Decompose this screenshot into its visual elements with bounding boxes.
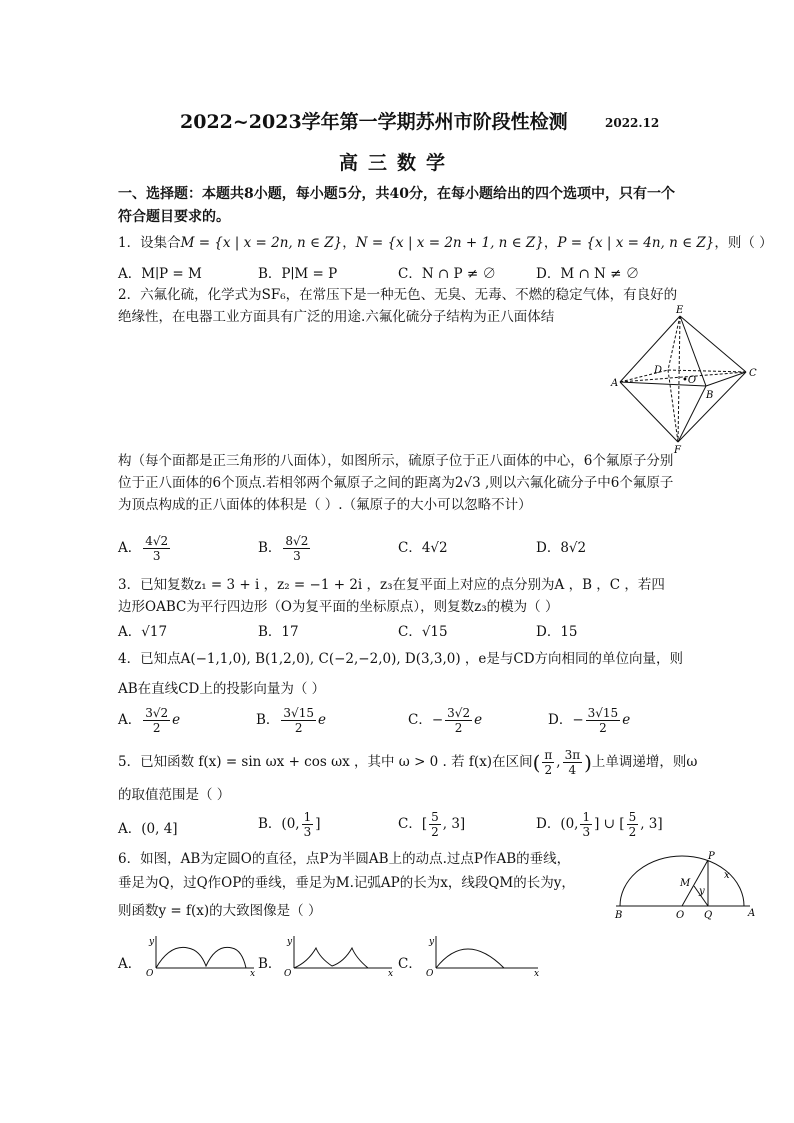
q6-graph-c [422, 932, 542, 978]
q3-option-a[interactable]: A．√17 [118, 624, 168, 640]
q2-option-d[interactable]: D．8√2 [536, 540, 587, 556]
subject-title: 高三数学 [338, 152, 455, 174]
q4-option-b[interactable]: B． $\frac{3√15}{2}$ e [256, 706, 326, 735]
q4-stem-part2: AB在直线CD上的投影向量为（ ） [118, 681, 326, 697]
q6-option-a[interactable]: A． [118, 956, 142, 972]
q5-option-d[interactable]: D．(0, $\frac{1}{3}$ ] ∪ [ $\frac{5}{2}$ , 3] [536, 810, 663, 839]
q2-option-a[interactable]: A． $\frac{4√2}{3}$ [118, 534, 169, 563]
label-a: A [611, 378, 619, 389]
q6-option-b[interactable]: B． [258, 956, 282, 972]
q6-stem-part3: 则函数y = f(x)的大致图像是（ ） [118, 903, 322, 919]
fig-label-y: y [699, 886, 705, 897]
q5-options [118, 808, 678, 844]
q1-options [118, 262, 678, 282]
page-title: 2022~2023学年第一学期苏州市阶段性检测 [180, 111, 568, 133]
q6-option-c[interactable]: C． [398, 956, 422, 972]
label-c: C [749, 368, 757, 379]
fig-label-q: Q [704, 910, 713, 920]
fig-label-m: M [680, 878, 691, 889]
q6-graph-a [142, 932, 258, 978]
set-n: N = {x | x = 2n + 1, n ∈ Z} [355, 235, 544, 251]
octahedron-figure [610, 302, 760, 454]
label-d: D [654, 365, 663, 376]
q3-option-d[interactable]: D．15 [536, 624, 578, 640]
svg-text:O: O [284, 969, 292, 978]
label-o: •O [682, 375, 697, 386]
q6-stem-part2: 垂足为Q，过Q作OP的垂线，垂足为M.记弧AP的长为x，线段QM的长为y， [118, 875, 575, 891]
fig-label-p: P [708, 851, 715, 862]
svg-text:O: O [426, 969, 434, 978]
q6-graph-b [280, 932, 396, 978]
q4-options [118, 702, 678, 738]
q2-option-b[interactable]: B． $\frac{8√2}{3}$ [258, 534, 309, 563]
semicircle-figure [612, 848, 762, 920]
fig-label-o: O [676, 910, 685, 920]
q3-option-b[interactable]: B．17 [258, 624, 299, 640]
svg-text:O: O [146, 969, 154, 978]
q4-option-d[interactable]: D．− $\frac{3√15}{2}$ e [548, 706, 631, 735]
svg-text:y: y [287, 937, 293, 947]
set-m: M = {x | x = 2n, n ∈ Z} [180, 235, 343, 251]
q2-options [118, 528, 678, 564]
q5-stem-part1: 5．已知函数 f(x) = sin ωx + cos ωx ，其中 ω > 0 . 若 f(x)在区间( $\frac{\pi}{2}$ , $\frac{3\pi}{4}$ )上单调递增，则ω [118, 748, 698, 777]
q6-stem-part1: 6．如图，AB为定圆O的直径，点P为半圆AB上的动点.过点P作AB的垂线， [118, 851, 571, 867]
section-heading: 一、选择题：本题共8小题，每小题5分，共40分，在每小题给出的四个选项中，只有一个符合题目要求的。 [118, 186, 675, 225]
set-p: P = {x | x = 4n, n ∈ Z} [557, 235, 715, 251]
svg-text:y: y [429, 937, 435, 947]
q5-option-a[interactable]: A．(0, 4] [118, 821, 178, 837]
q4-option-a[interactable]: A． $\frac{3√2}{2}$ e [118, 706, 181, 735]
label-f: F [674, 445, 681, 454]
svg-text:x: x [388, 969, 394, 978]
fig-label-b: B [615, 910, 623, 920]
exam-date: 2022.12 [605, 116, 660, 130]
q1-option-d[interactable]: D．M ∩ N ≠ ∅ [536, 266, 640, 282]
q4-stem-part1: 4．已知点A(−1,1,0), B(1,2,0), C(−2,−2,0), D(3,3,0) ，e是与CD方向相同的单位向量，则 [118, 651, 684, 667]
label-b: B [706, 390, 714, 401]
q2-stem-part1: 2．六氟化硫，化学式为SF₆，在常压下是一种无色、无臭、无毒、不燃的稳定气体，有良好的绝缘性，在电器工业方面具有广泛的用途.六氟化硫分子结构为正八面体结 [118, 287, 678, 325]
q5-stem-part2: 的取值范围是（ ） [118, 787, 231, 803]
q4-option-c[interactable]: C．− $\frac{3√2}{2}$ e [408, 706, 483, 735]
svg-text:x: x [534, 969, 540, 978]
fig-label-x: x [724, 870, 730, 881]
svg-text:x: x [250, 969, 256, 978]
q1-option-b[interactable]: B．P∣M = P [258, 266, 338, 282]
svg-text:y: y [149, 937, 155, 947]
q3-option-c[interactable]: C．√15 [398, 624, 448, 640]
q3-stem: 3．已知复数z₁ = 3 + i ，z₂ = −1 + 2i ，z₃在复平面上对应的点分别为A ，B ，C ，若四边形OABC为平行四边形（O为复平面的坐标原点），则复数z₃的模为（ ） [118, 577, 665, 615]
q1-option-a[interactable]: A．M∣P = M [118, 266, 202, 282]
q2-option-c[interactable]: C．4√2 [398, 540, 448, 556]
q1-option-c[interactable]: C．N ∩ P ≠ ∅ [398, 266, 497, 282]
q1-stem: 1．设集合M = {x | x = 2n, n ∈ Z}，N = {x | x = 2n + 1, n ∈ Z}，P = {x | x = 4n, n ∈ Z}，则（ ） [118, 235, 773, 251]
q5-option-c[interactable]: C．[ $\frac{5}{2}$ , 3] [398, 810, 466, 839]
label-e: E [676, 305, 684, 316]
q2-stem-part2: 构（每个面都是正三角形的八面体），如图所示，硫原子位于正八面体的中心，6个氟原子分别位于正八面体的6个顶点.若相邻两个氟原子之间的距离为2√3 ,则以六氟化硫分子中6个氟原子为顶点构成的正八面体的体积是（ ）.（氟原子的大小可以忽略不计） [118, 453, 674, 513]
fig-label-a: A [748, 908, 756, 919]
q5-option-b[interactable]: B．(0, $\frac{1}{3}$ ] [258, 810, 321, 839]
q3-options [118, 620, 678, 640]
